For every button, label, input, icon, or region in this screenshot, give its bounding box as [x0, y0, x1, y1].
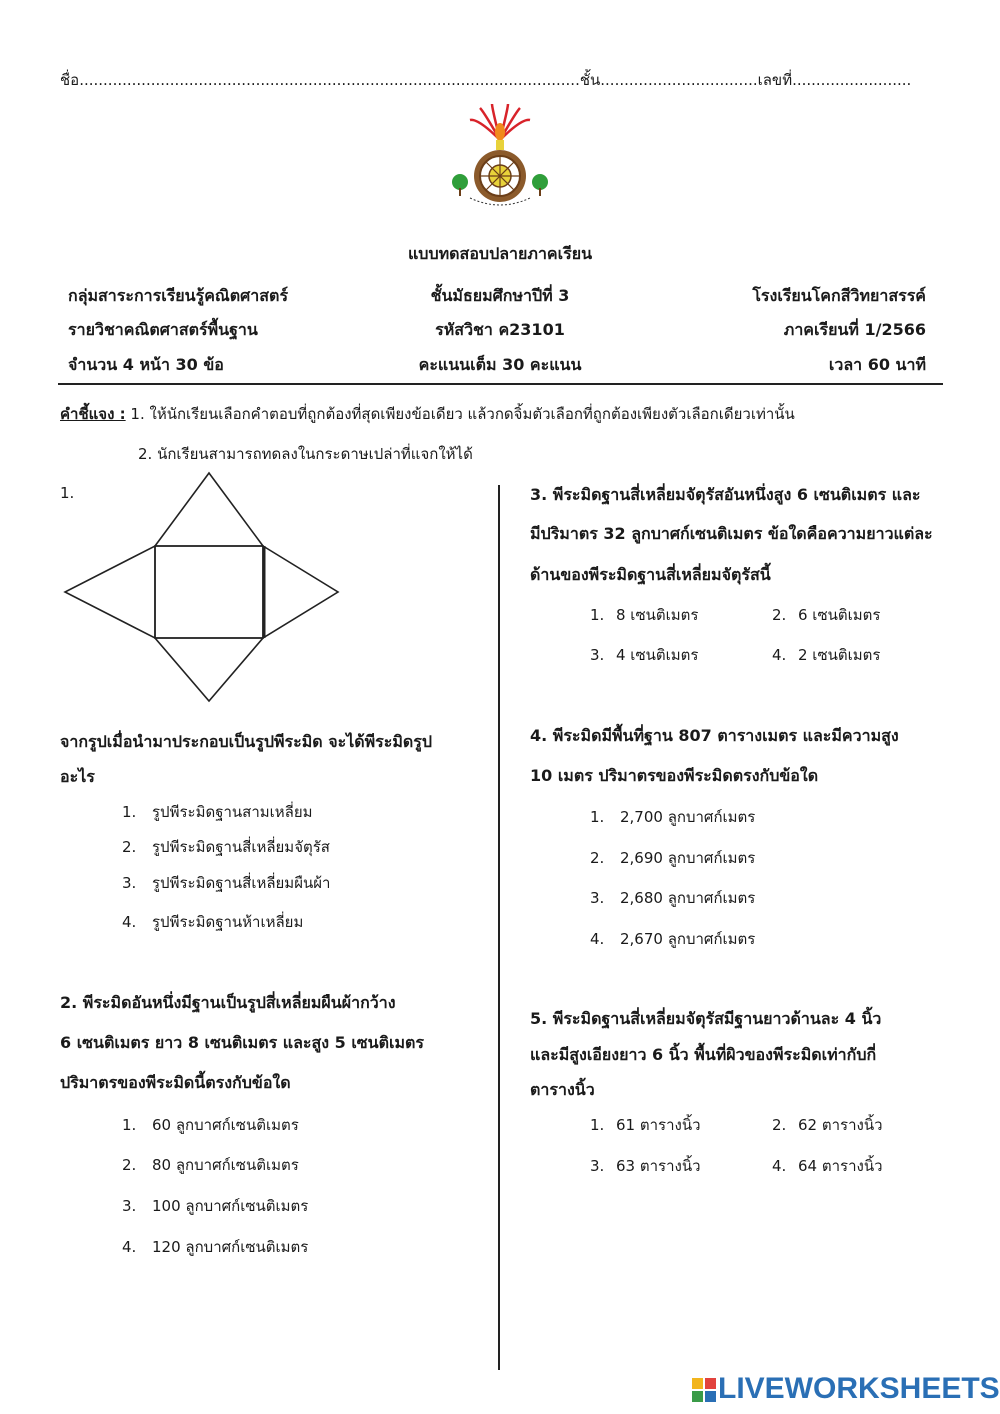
q5-choice-2[interactable]: 2. 62 ตารางนิ้ว: [772, 1116, 883, 1134]
q3-choice-1[interactable]: 1. 8 เซนติเมตร: [590, 606, 699, 624]
instructions-label: คำชี้แจง :: [60, 405, 126, 423]
q2-text-line-2: 6 เซนติเมตร ยาว 8 เซนติเมตร และสูง 5 เซนติเมตร: [60, 1033, 424, 1052]
net-triangle-left: [65, 546, 155, 638]
q1-choice-4[interactable]: 4. รูปพีระมิดฐานห้าเหลี่ยม: [122, 913, 304, 931]
q1-text-line-1: จากรูปเมื่อนำมาประกอบเป็นรูปพีระมิด จะได้พีระมิดรูป: [60, 732, 433, 751]
q5-choice-1[interactable]: 1. 61 ตารางนิ้ว: [590, 1116, 701, 1134]
q3-choice-2[interactable]: 2. 6 เซนติเมตร: [772, 606, 881, 624]
q5-text-line-1: 5. พีระมิดฐานสี่เหลี่ยมจัตุรัสมีฐานยาวด้านละ 4 นิ้ว: [530, 1009, 882, 1028]
instructions-line-1: คำชี้แจง : 1. ให้นักเรียนเลือกคำตอบที่ถูกต้องที่สุดเพียงข้อเดียว แล้วกดจิ้มตัวเลือกที่ถูกต้องเพียงตัวเลือกเดียวเท่านั้น: [60, 405, 795, 423]
q5-text-line-2: และมีสูงเอียงยาว 6 นิ้ว พื้นที่ผิวของพีระมิดเท่ากับกี่: [530, 1045, 877, 1064]
q3-text-line-2: มีปริมาตร 32 ลูกบาศก์เซนติเมตร ข้อใดคือความยาวแต่ละ: [530, 524, 933, 543]
q2-choice-1[interactable]: 1. 60 ลูกบาศก์เซนติเมตร: [122, 1116, 299, 1134]
pyramid-net-figure: [62, 468, 342, 704]
column-divider: [498, 485, 500, 1370]
q4-text-line-2: 10 เมตร ปริมาตรของพีระมิดตรงกับข้อใด: [530, 766, 819, 785]
q4-choice-4[interactable]: 4. 2,670 ลูกบาศก์เมตร: [590, 930, 756, 948]
q3-choice-3[interactable]: 3. 4 เซนติเมตร: [590, 646, 699, 664]
info-time: เวลา 60 นาที: [828, 355, 926, 374]
q1-number: 1.: [60, 484, 75, 502]
q1-choice-2[interactable]: 2. รูปพีระมิดฐานสี่เหลี่ยมจัตุรัส: [122, 838, 330, 856]
q4-text-line-1: 4. พีระมิดมีพื้นที่ฐาน 807 ตารางเมตร และมีความสูง: [530, 726, 899, 745]
net-triangle-right: [263, 546, 338, 638]
info-subject: รายวิชาคณิตศาสตร์พื้นฐาน: [68, 320, 258, 339]
net-square-base: [155, 546, 263, 638]
q2-choice-4[interactable]: 4. 120 ลูกบาศก์เซนติเมตร: [122, 1238, 309, 1256]
liveworksheets-logo-icon: [692, 1378, 716, 1402]
info-code: รหัสวิชา ค23101: [435, 320, 565, 339]
q2-choice-3[interactable]: 3. 100 ลูกบาศก์เซนติเมตร: [122, 1197, 309, 1215]
q5-choice-4[interactable]: 4. 64 ตารางนิ้ว: [772, 1157, 883, 1175]
header-divider: [58, 383, 943, 385]
q2-text-line-1: 2. พีระมิดอันหนึ่งมีฐานเป็นรูปสี่เหลี่ยมผืนผ้ากว้าง: [60, 993, 396, 1012]
info-score: คะแนนเต็ม 30 คะแนน: [418, 355, 582, 374]
q4-choice-2[interactable]: 2. 2,690 ลูกบาศก์เมตร: [590, 849, 756, 867]
name-line: ชื่อ.........................................................................................................ชั้น.................................เลขที่.........................: [60, 71, 912, 89]
net-triangle-bottom: [155, 638, 263, 701]
q3-choice-4[interactable]: 4. 2 เซนติเมตร: [772, 646, 881, 664]
instructions-line-2: 2. นักเรียนสามารถทดลงในกระดาษเปล่าที่แจกให้ได้: [138, 445, 473, 463]
q3-text-line-3: ด้านของพีระมิดฐานสี่เหลี่ยมจัตุรัสนี้: [530, 565, 771, 584]
q3-text-line-1: 3. พีระมิดฐานสี่เหลี่ยมจัตุรัสอันหนึ่งสูง 6 เซนติเมตร และ: [530, 485, 921, 504]
info-grade: ชั้นมัธยมศึกษาปีที่ 3: [430, 286, 570, 305]
q1-choice-3[interactable]: 3. รูปพีระมิดฐานสี่เหลี่ยมผืนผ้า: [122, 874, 331, 892]
q4-choice-1[interactable]: 1. 2,700 ลูกบาศก์เมตร: [590, 808, 756, 826]
info-term: ภาคเรียนที่ 1/2566: [783, 320, 926, 339]
q4-choice-3[interactable]: 3. 2,680 ลูกบาศก์เมตร: [590, 889, 756, 907]
q5-text-line-3: ตารางนิ้ว: [530, 1080, 595, 1099]
q2-text-line-3: ปริมาตรของพีระมิดนี้ตรงกับข้อใด: [60, 1073, 291, 1092]
school-logo: [448, 100, 552, 210]
test-title: แบบทดสอบปลายภาคเรียน: [407, 244, 593, 263]
q2-choice-2[interactable]: 2. 80 ลูกบาศก์เซนติเมตร: [122, 1156, 299, 1174]
q1-choice-1[interactable]: 1. รูปพีระมิดฐานสามเหลี่ยม: [122, 803, 313, 821]
q1-text-line-2: อะไร: [60, 767, 95, 786]
q5-choice-3[interactable]: 3. 63 ตารางนิ้ว: [590, 1157, 701, 1175]
net-triangle-top: [155, 473, 263, 546]
info-pages: จำนวน 4 หน้า 30 ข้อ: [68, 355, 224, 374]
info-school: โรงเรียนโคกสีวิทยาสรรค์: [752, 286, 926, 305]
info-group: กลุ่มสาระการเรียนรู้คณิตศาสตร์: [68, 286, 289, 305]
liveworksheets-brand: LIVEWORKSHEETS: [718, 1372, 1000, 1405]
